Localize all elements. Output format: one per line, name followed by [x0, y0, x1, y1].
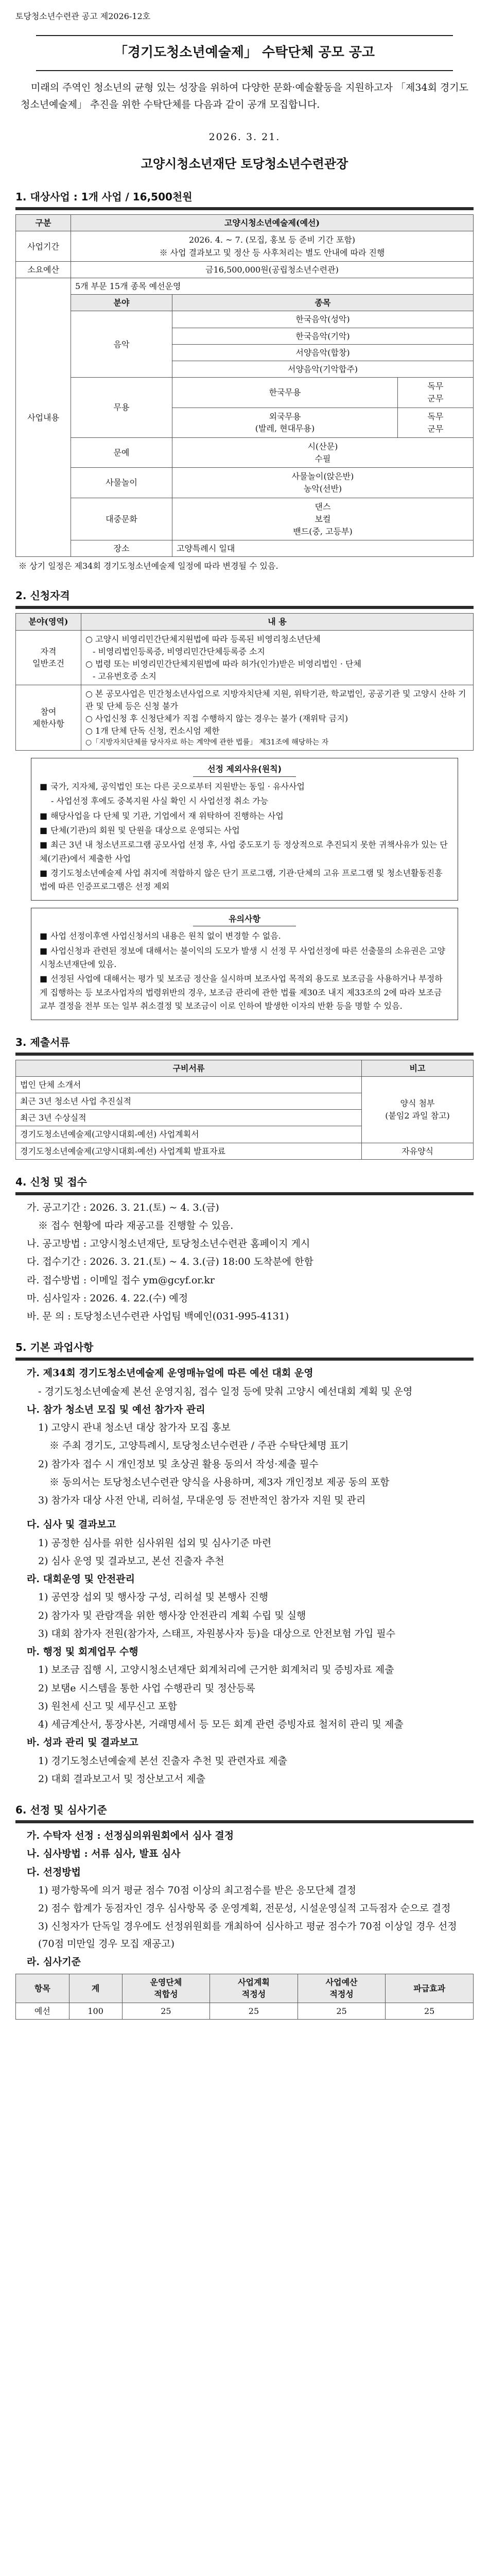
intro-paragraph: 미래의 주역인 청소년의 균형 있는 성장을 위하여 다양한 문화·예술활동을 지원하고자 「제34회 경기도청소년예술제」 추진을 위한 수탁단체를 다음과 같이 공개 모집합니다. — [21, 81, 468, 110]
section-divider — [15, 1192, 474, 1195]
task-heading: 나. 참가 청소년 모집 및 예선 참가자 관리 — [27, 1403, 205, 1415]
dance-type: 군무 — [427, 423, 444, 434]
square-bullet-icon: ■ — [40, 931, 48, 941]
application-line: 가. 공고기간 : 2026. 3. 21.(토) ~ 4. 3.(금) — [27, 1201, 219, 1213]
item-cell: 외국무용 (발레, 현대무용) — [172, 408, 398, 437]
table-header: 사업예산 적정성 — [298, 1974, 386, 2003]
table-header: 사업계획 적정성 — [210, 1974, 298, 2003]
list-item — [40, 780, 449, 793]
square-bullet-icon: ■ — [40, 825, 48, 835]
task-line: 1) 경기도청소년예술제 본선 진출자 추천 및 관련자료 제출 — [38, 1755, 287, 1767]
table-header: 계 — [69, 1974, 122, 2003]
dance-type: 독무 — [427, 411, 444, 421]
condition-line: ○ 고양시 비영리민간단체지원법에 따라 등록된 비영리청소년단체 — [85, 634, 321, 644]
document-row: 법인 단체 소개서 — [16, 1076, 362, 1093]
table-header: 항목 — [16, 1974, 69, 2003]
list-item: - 사업선정 후에도 중복지원 사실 확인 시 사업선정 취소 가능 — [51, 796, 269, 806]
field-literature: 문예 — [71, 437, 172, 467]
eligibility-table — [15, 613, 474, 751]
table-header: 고양시청소년예술제(예선) — [71, 215, 474, 231]
section-heading: 5. 기본 과업사항 — [15, 1341, 94, 1354]
task-line: - 경기도청소년예술제 본선 운영지침, 접수 일정 등에 맞춰 고양시 예선대회 계획 및 운영 — [38, 1385, 413, 1397]
section-documents — [15, 1033, 474, 1160]
item-cell — [172, 498, 474, 540]
task-line: 2) 참가자 접수 시 개인정보 및 초상권 활용 동의서 작성·제출 필수 — [38, 1458, 319, 1470]
item-cell — [172, 437, 474, 467]
page-title: 「경기도청소년예술제」 수탁단체 공모 공고 — [36, 35, 453, 71]
item-line: 댄스 — [315, 501, 331, 512]
announcement-date: 2026. 3. 21. — [208, 131, 281, 143]
section-divider — [15, 1820, 474, 1823]
task-line: 1) 고양시 관내 청소년 대상 참가자 모집 홍보 — [38, 1422, 231, 1434]
restriction-line: ○ 사업신청 후 신청단체가 직접 수행하지 않는 경우는 불가 (재위탁 금지) — [85, 713, 348, 723]
task-heading: 바. 성과 관리 및 결과보고 — [27, 1737, 138, 1749]
document-note: 양식 첨부 (붙임2 과일 참고) — [362, 1076, 474, 1143]
section-target-project — [15, 188, 474, 573]
section-divider — [15, 606, 474, 609]
square-bullet-icon: ■ — [40, 868, 48, 878]
budget-cell: 금16,500,000원(공립청소년수련관) — [71, 261, 474, 278]
list-item — [40, 838, 449, 866]
box-title: 선정 제외사유(원칙) — [193, 762, 296, 776]
section-selection — [15, 1801, 474, 2020]
item-line: 밴드(중, 고등부) — [293, 527, 353, 536]
table-cell: 100 — [69, 2003, 122, 2019]
content-summary: 5개 부문 15개 종목 예선운영 — [71, 278, 474, 295]
box-title: 유의사항 — [193, 912, 296, 926]
section-heading: 1. 대상사업 : 1개 사업 / 16,500천원 — [15, 191, 193, 204]
general-conditions — [81, 630, 474, 685]
item-cell — [398, 408, 474, 437]
row-label: 장소 — [71, 540, 172, 557]
square-bullet-icon: ■ — [40, 781, 48, 791]
row-label: 참여 제한사항 — [16, 685, 81, 751]
table-header: 내 용 — [81, 614, 474, 630]
table-cell: 25 — [298, 2003, 386, 2019]
table-cell: 25 — [122, 2003, 210, 2019]
list-item — [40, 867, 449, 894]
task-line: 4) 세금계산서, 통장사본, 거래명세서 등 모든 회계 관련 증빙자료 철저히 관리 및 제출 — [38, 1719, 404, 1731]
list-item — [40, 824, 449, 837]
restriction-line: ○「지방자치단체를 당사자로 하는 계약에 관한 법률」 제31조에 해당하는 자 — [85, 738, 329, 747]
dance-type: 독무 — [427, 381, 444, 392]
task-line: 2) 참가자 및 관람객을 위한 행사장 안전관리 계획 수립 및 실행 — [38, 1609, 306, 1621]
item-cell: 서양음악(합창) — [172, 344, 474, 361]
list-item-text: 최근 3년 내 청소년프로그램 공모사업 선정 후, 사업 중도포기 등 정상적으로 추진되지 못한 귀책사유가 있는 단체(기관)에서 제출한 사업 — [40, 840, 448, 863]
section-heading: 3. 제출서류 — [15, 1036, 70, 1048]
document-page — [15, 0, 474, 2035]
field-popular-culture: 대중문화 — [71, 498, 172, 540]
section-tasks — [15, 1338, 474, 1788]
document-note: 자유양식 — [362, 1143, 474, 1159]
selection-line: 다. 선정방법 — [27, 1866, 81, 1878]
restriction-line: ○ 본 공모사업은 민간청소년사업으로 지방자치단체 지원, 위탁기관, 학교법인, 공공기관 및 고양시 산하 기관 및 단체 등은 신청 불가 — [85, 689, 466, 711]
section-divider — [15, 1053, 474, 1056]
application-line: ※ 접수 현황에 따라 재공고를 진행할 수 있음. — [38, 1219, 234, 1231]
table-header: 운영단체 적합성 — [122, 1974, 210, 2003]
table-header: 분야(영역) — [16, 614, 81, 630]
task-heading: 가. 제34회 경기도청소년예술제 운영매뉴얼에 따른 예선 대회 운영 — [27, 1367, 313, 1379]
list-item-text: 해당사업을 다 단체 및 기관, 기업에서 재 위탁하여 진행하는 사업 — [50, 810, 284, 821]
place-cell: 고양특례시 일대 — [172, 540, 474, 557]
application-line: 바. 문 의 : 토당청소년수련관 사업팀 백예인(031-995-4131) — [27, 1311, 289, 1323]
list-item-text: 사업 선정이후엔 사업신청서의 내용은 원칙 없이 변경할 수 없음. — [50, 931, 281, 941]
period-line: ※ 사업 결과보고 및 정산 등 사후처리는 별도 안내에 따라 진행 — [159, 247, 385, 258]
list-item — [40, 972, 449, 1013]
task-line: 2) 보탬e 시스템을 통한 사업 수행관리 및 정산등록 — [38, 1682, 255, 1694]
task-line: 1) 공연장 섭외 및 행사장 구성, 리허설 및 본행사 진행 — [38, 1591, 268, 1603]
square-bullet-icon: ■ — [40, 810, 48, 821]
field-music: 음악 — [71, 311, 172, 378]
list-item-text: 경기도청소년예술제 사업 취지에 적합하지 않은 단기 프로그램, 기관·단체의 고유 프로그램 및 청소년활동진흥법에 따른 인증프로그램은 선정 제외 — [40, 868, 443, 892]
task-line: ※ 동의서는 토당청소년수련관 양식을 사용하며, 제3자 개인정보 제공 동의 포함 — [49, 1476, 390, 1488]
task-line: 1) 공정한 심사를 위한 심사위원 섭외 및 심사기준 마련 — [38, 1537, 272, 1549]
caution-box — [31, 908, 458, 1020]
square-bullet-icon: ■ — [40, 840, 48, 850]
application-line: 나. 공고방법 : 고양시청소년재단, 토당청소년수련관 홈페이지 게시 — [27, 1238, 310, 1250]
field-samulnori: 사물놀이 — [71, 468, 172, 498]
document-row: 최근 3년 청소년 사업 추진실적 — [16, 1093, 362, 1109]
row-label: 사업기간 — [16, 231, 71, 261]
item-cell — [172, 468, 474, 498]
task-line: 2) 심사 운영 및 결과보고, 본선 진출자 추천 — [38, 1555, 224, 1567]
item-cell: 한국음악(성악) — [172, 311, 474, 328]
selection-line: 라. 심사기준 — [27, 1956, 81, 1968]
item-cell: 서양음악(기악합주) — [172, 361, 474, 377]
application-line: 마. 심사일자 : 2026. 4. 22.(수) 예정 — [27, 1292, 188, 1304]
table-header: 파급효과 — [386, 1974, 474, 2003]
exclusion-box — [31, 758, 458, 901]
selection-line: 나. 심사방법 : 서류 심사, 발표 심사 — [27, 1848, 181, 1860]
row-label: 소요예산 — [16, 261, 71, 278]
selection-method: 1) 평가항목에 의거 평균 점수 70점 이상의 최고점수를 받은 응모단체 결정 — [38, 1884, 356, 1896]
table-cell: 25 — [386, 2003, 474, 2019]
list-item-text: 단체(기관)의 회원 및 단원을 대상으로 운영되는 사업 — [50, 825, 240, 835]
list-item — [40, 944, 449, 972]
section-application — [15, 1173, 474, 1326]
selection-method: 2) 점수 합계가 동점자인 경우 심사항목 중 운영계획, 전문성, 시설운영실적 고득점자 순으로 결정 — [38, 1903, 451, 1914]
square-bullet-icon: ■ — [40, 945, 48, 956]
document-row: 경기도청소년예술제(고양시대회-예선) 사업계획 발표자료 — [16, 1143, 362, 1159]
selection-line: 가. 수탁자 선정 : 선정심의위원회에서 심사 결정 — [27, 1830, 234, 1842]
section-heading: 6. 선정 및 심사기준 — [15, 1804, 107, 1817]
restrictions — [81, 685, 474, 751]
application-line: 다. 접수기간 : 2026. 3. 21.(토) ~ 4. 3.(금) 18:00 도착분에 한함 — [27, 1256, 313, 1268]
task-line: 1) 보조금 집행 시, 고양시청소년재단 회계처리에 근거한 회계처리 및 증빙자료 제출 — [38, 1664, 394, 1676]
item-line: 보컬 — [315, 514, 331, 524]
task-heading: 마. 행정 및 회계업무 수행 — [27, 1646, 138, 1658]
square-bullet-icon: ■ — [40, 974, 48, 984]
document-number: 토당청소년수련관 공고 제2026-12호 — [15, 11, 151, 21]
application-line: 라. 접수방법 : 이메일 접수 ym@gcyf.or.kr — [27, 1274, 215, 1286]
condition-line: - 비영리법인등록증, 비영리민간단체등록증 소지 — [93, 646, 265, 656]
task-line: 3) 원천세 신고 및 세무신고 포함 — [38, 1700, 177, 1712]
list-item-text: 사업신청과 관련된 정보에 대해서는 불이익의 도모가 발생 시 선정 무 사업선정에 따른 선출물의 소유권은 고양시청소년재단에 있음. — [40, 945, 445, 970]
item-line: 사물놀이(앉은반) — [291, 471, 354, 482]
section-divider — [15, 1358, 474, 1361]
condition-line: ○ 법령 또는 비영리민간단체지원법에 따라 허가(인가)받은 비영리법인 · 단체 — [85, 658, 361, 669]
section-heading: 4. 신청 및 접수 — [15, 1175, 88, 1188]
documents-table — [15, 1060, 474, 1160]
list-item — [40, 929, 449, 943]
project-table — [15, 214, 474, 557]
task-line: 3) 대회 참가자 전원(참가자, 스태프, 자원봉사자 등)을 대상으로 안전보험 가입 필수 — [38, 1628, 396, 1639]
selection-method: 3) 신청자가 단독일 경우에도 선정위원회를 개최하여 심사하고 평균 점수가 70점 이상일 경우 선정 (70점 미만일 경우 모집 재공고) — [38, 1921, 457, 1950]
table-header: 비고 — [362, 1060, 474, 1076]
period-cell — [71, 231, 474, 261]
task-line: 3) 참가자 대상 사전 안내, 리허설, 무대운영 등 전반적인 참가자 지원 및 관리 — [38, 1495, 366, 1506]
task-heading: 라. 대회운영 및 안전관리 — [27, 1573, 135, 1585]
table-cell: 예선 — [16, 2003, 69, 2019]
task-heading: 다. 심사 및 결과보고 — [27, 1519, 116, 1531]
row-label: 자격 일반조건 — [16, 630, 81, 685]
table-header: 구비서류 — [16, 1060, 362, 1076]
condition-line: - 고유번호증 소지 — [93, 671, 156, 682]
section-divider — [15, 207, 474, 210]
schedule-note: ※ 상기 일정은 제34회 경기도청소년예술제 일정에 따라 변경될 수 있음. — [19, 561, 278, 571]
section-eligibility — [15, 587, 474, 1020]
task-line: 2) 대회 결과보고서 및 정산보고서 제출 — [38, 1773, 206, 1785]
item-cell: 한국음악(기악) — [172, 328, 474, 344]
item-line: 시(산문) — [307, 441, 338, 451]
row-label: 사업내용 — [16, 278, 71, 557]
criteria-table — [15, 1974, 474, 2020]
list-item-text: 국가, 지자체, 공익법인 또는 다른 곳으로부터 지원받는 동일 · 유사사업 — [50, 781, 305, 791]
dance-type: 군무 — [427, 394, 444, 404]
task-line: ※ 주최 경기도, 고양특례시, 토당청소년수련관 / 주관 수탁단체명 표기 — [49, 1440, 349, 1452]
period-line: 2026. 4. ~ 7. (모집, 홍보 등 준비 기간 포함) — [188, 235, 356, 245]
document-row: 경기도청소년예술제(고양시대회-예선) 사업계획서 — [16, 1126, 362, 1143]
document-row: 최근 3년 수상실적 — [16, 1110, 362, 1126]
table-header: 구분 — [16, 215, 71, 231]
item-line: 농악(선반) — [303, 484, 342, 494]
table-cell: 25 — [210, 2003, 298, 2019]
issuing-organization: 고양시청소년재단 토당청소년수련관장 — [141, 157, 348, 172]
restriction-line: ○ 1개 단체 단독 신청, 컨소시엄 제한 — [85, 725, 220, 736]
item-cell — [398, 378, 474, 408]
item-cell: 한국무용 — [172, 378, 398, 408]
table-header: 종목 — [172, 295, 474, 311]
section-heading: 2. 신청자격 — [15, 589, 70, 602]
table-header: 분야 — [71, 295, 172, 311]
list-item-text: 선정된 사업에 대해서는 평가 및 보조금 정산을 실시하며 보조사업 목적외 용도로 보조금을 사용하거나 부정하게 집행하는 등 보조사업자의 법령위반의 경우, 보조금 관리에 관한 법률 제30조 내지 제33조의 2에 따라 보조금 교부 결정을 전부 또는 일부 취소결정 및 보조금이 이로 인하여 발생한 이자의 반환 등을 명할 수 있음. — [40, 974, 443, 1011]
field-dance: 무용 — [71, 378, 172, 438]
item-line: 수필 — [315, 454, 331, 464]
list-item — [40, 809, 449, 823]
